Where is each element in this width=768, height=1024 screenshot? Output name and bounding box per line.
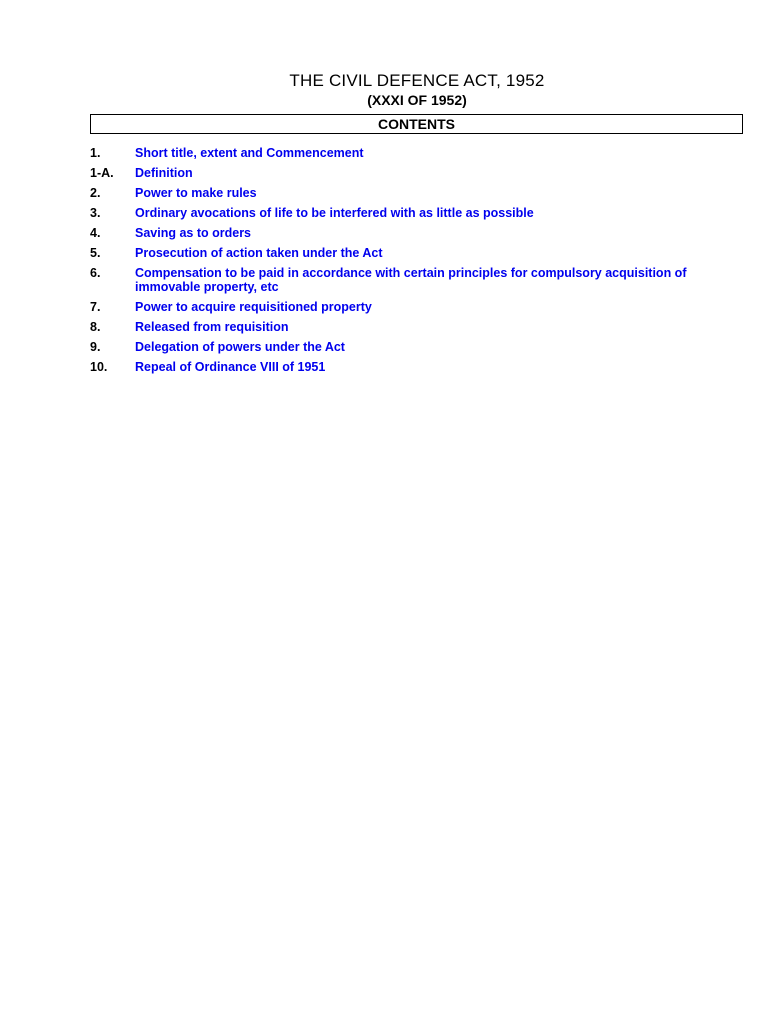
table-of-contents [90,146,730,380]
contents-heading: CONTENTS [90,114,743,134]
toc-link-prosecution[interactable]: Prosecution of action taken under the Act [135,246,383,260]
toc-item-number: 9. [90,340,101,354]
toc-link-repeal-of-ordinance[interactable]: Repeal of Ordinance VIII of 1951 [135,360,326,374]
toc-item-10 [90,360,730,374]
toc-item-number: 1-A. [90,166,114,180]
toc-link-definition[interactable]: Definition [135,166,193,180]
toc-link-saving-as-to-orders[interactable]: Saving as to orders [135,226,252,240]
toc-item-4 [90,226,730,240]
toc-link-ordinary-avocations[interactable]: Ordinary avocations of life to be interfered with as little as possible [135,206,534,220]
toc-link-power-to-make-rules[interactable]: Power to make rules [135,186,257,200]
toc-link-power-to-acquire[interactable]: Power to acquire requisitioned property [135,300,372,314]
toc-item-1 [90,146,730,160]
toc-item-number: 1. [90,146,101,160]
toc-item-1a [90,166,730,180]
toc-item-3 [90,206,730,220]
toc-item-number: 6. [90,266,101,280]
toc-link-released-from-requisition[interactable]: Released from requisition [135,320,289,334]
toc-item-9 [90,340,730,354]
toc-item-5 [90,246,730,260]
toc-link-short-title[interactable]: Short title, extent and Commencement [135,146,364,160]
toc-link-delegation-of-powers[interactable]: Delegation of powers under the Act [135,340,345,354]
toc-link-compensation[interactable]: Compensation to be paid in accordance with certain principles for compulsory acquisition of immovable property, etc [135,266,687,294]
toc-item-2 [90,186,730,200]
document-title: THE CIVIL DEFENCE ACT, 1952 [289,71,545,90]
toc-item-7 [90,300,730,314]
toc-item-number: 7. [90,300,101,314]
document-subtitle: (XXXI OF 1952) [367,92,467,108]
toc-item-number: 8. [90,320,101,334]
toc-item-number: 5. [90,246,101,260]
toc-item-6 [90,266,730,294]
toc-item-number: 4. [90,226,101,240]
toc-item-8 [90,320,730,334]
toc-item-number: 10. [90,360,108,374]
toc-item-number: 3. [90,206,101,220]
toc-item-number: 2. [90,186,101,200]
